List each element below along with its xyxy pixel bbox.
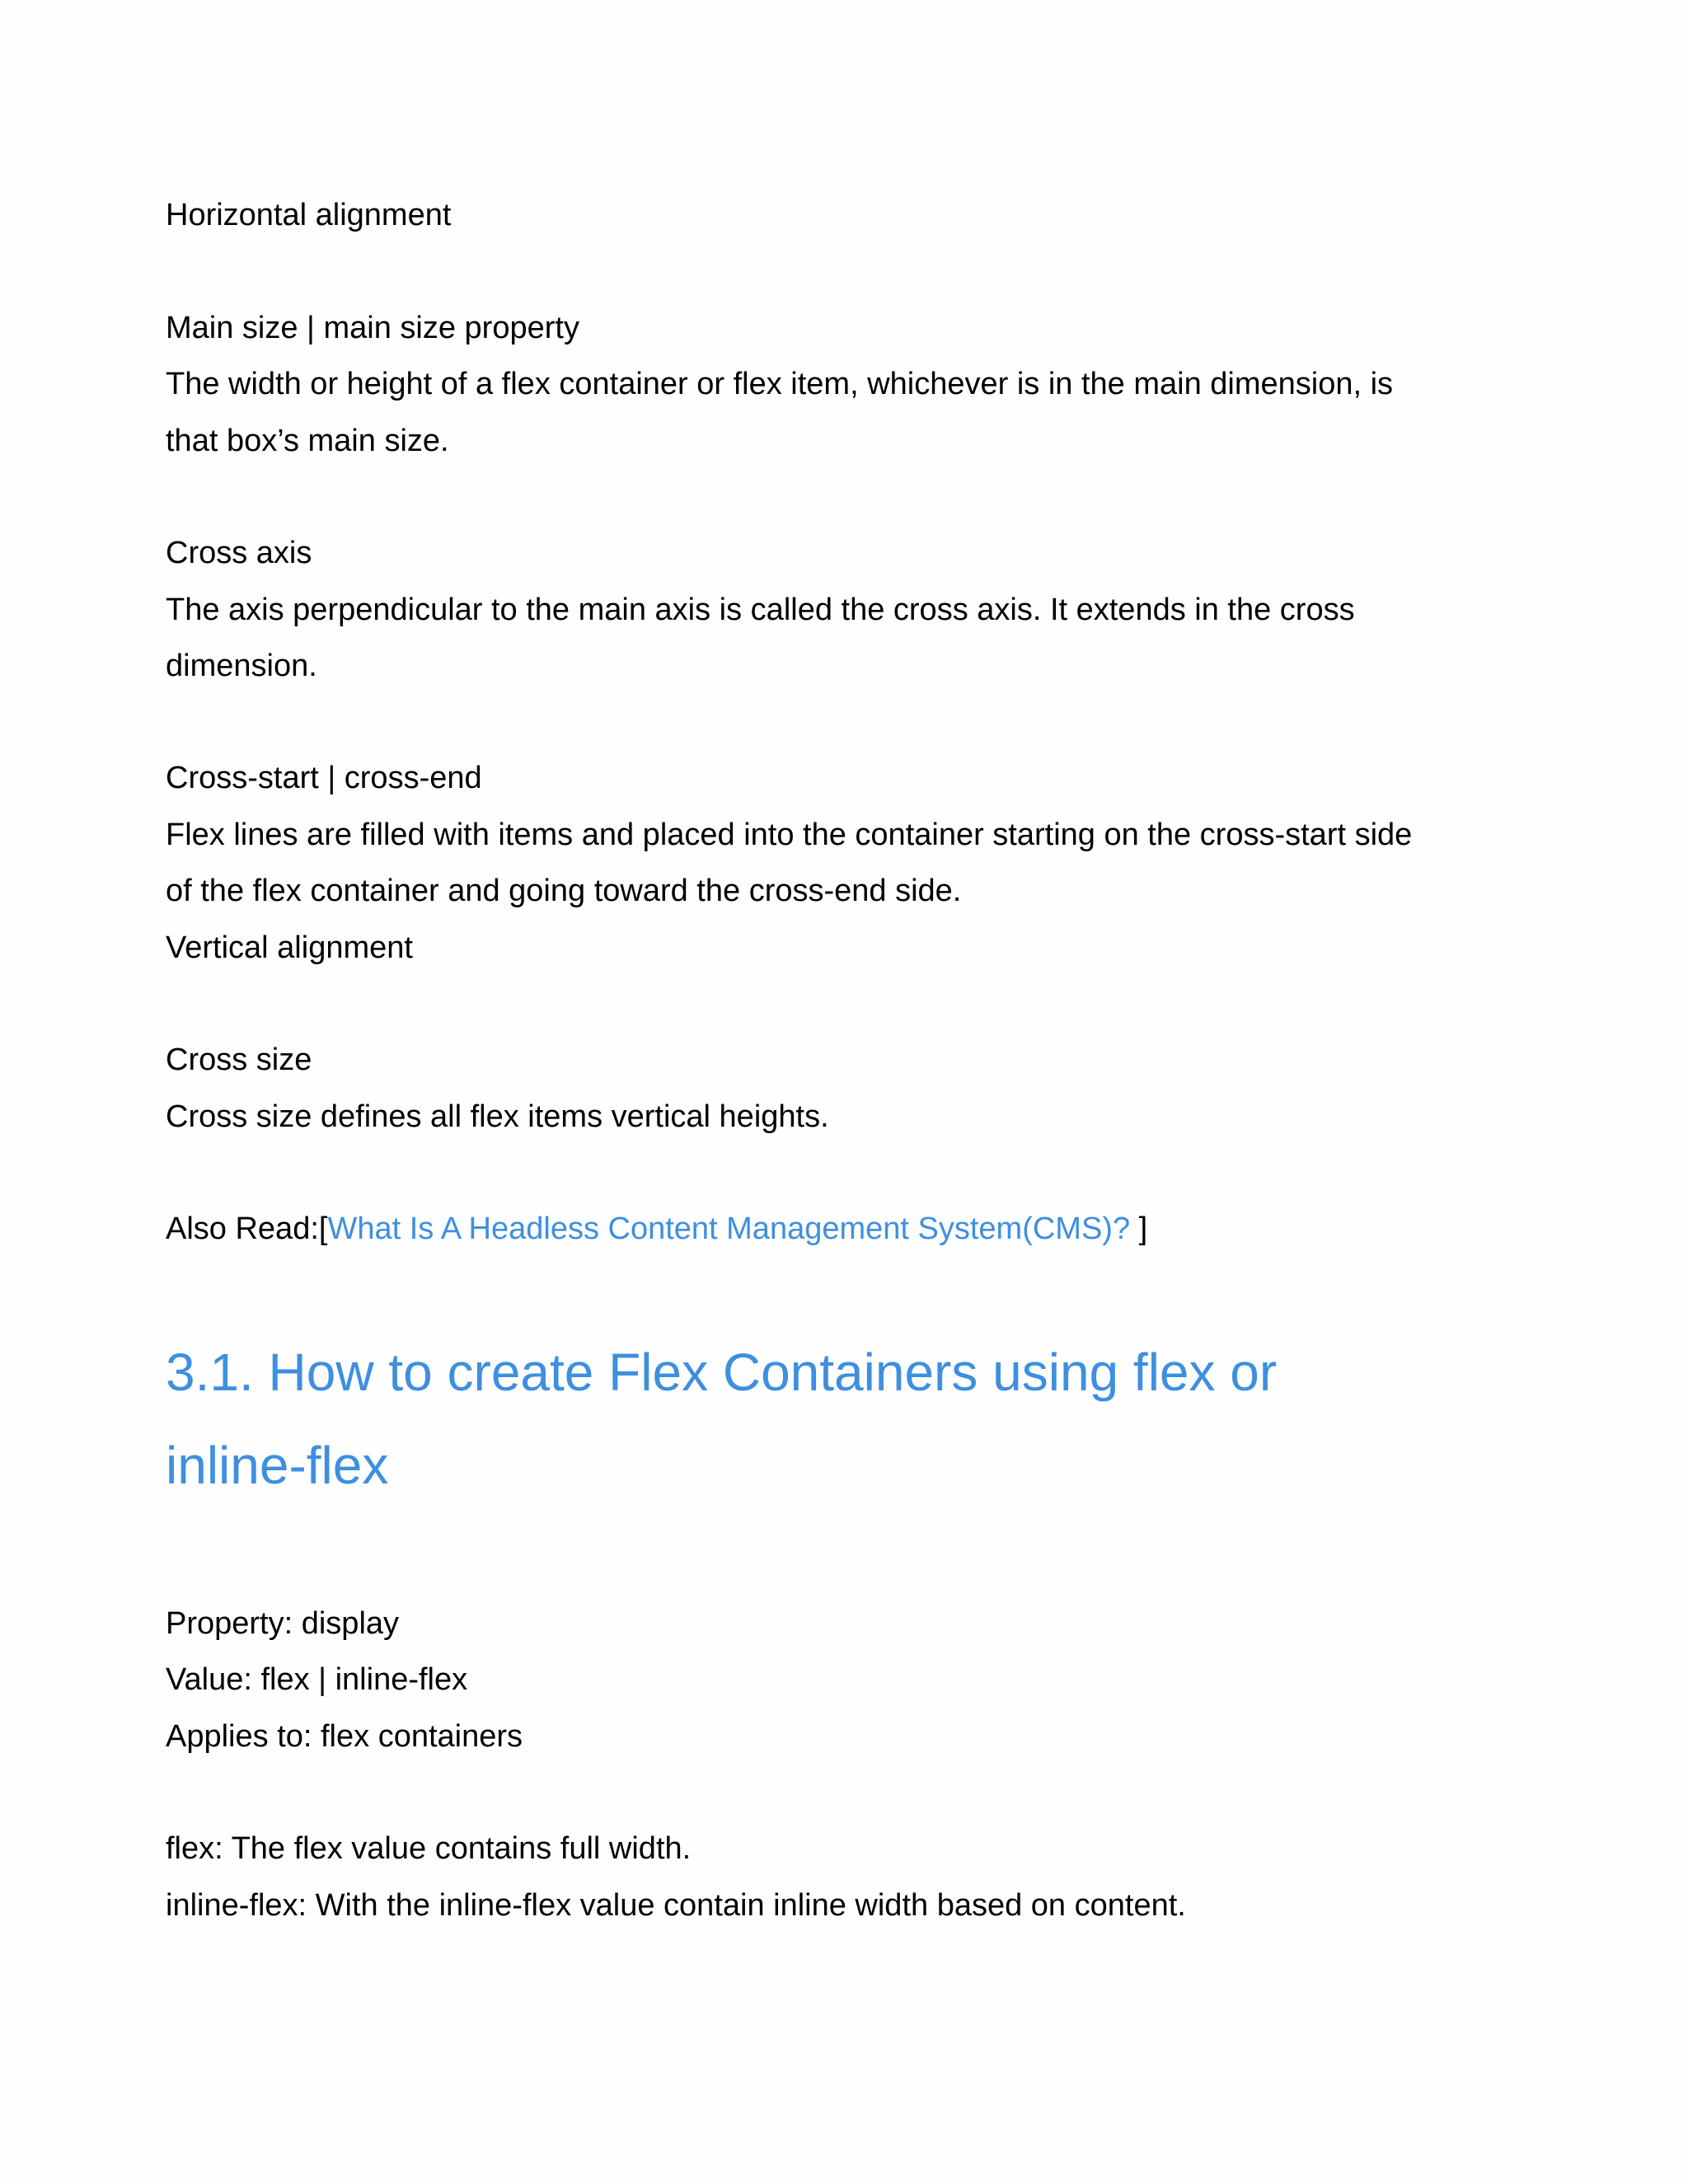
inline-flex-value-description: inline-flex: With the inline-flex value contain inline width based on content. — [166, 1888, 1186, 1923]
also-read-prefix: Also Read:[ — [166, 1212, 328, 1246]
property-applies-line: Applies to: flex containers — [166, 1719, 523, 1754]
cross-start-end-term: Cross-start | cross-end — [166, 761, 482, 795]
horizontal-alignment-text: Horizontal alignment — [166, 198, 452, 232]
also-read-line — [166, 1209, 1147, 1249]
property-value-line: Value: flex | inline-flex — [166, 1662, 468, 1697]
vertical-alignment-text: Vertical alignment — [166, 930, 413, 965]
flex-value-description: flex: The flex value contains full width. — [166, 1831, 692, 1866]
cross-size-definition: Cross size defines all flex items vertical heights. — [166, 1099, 829, 1134]
section-heading-line-2: inline-flex — [166, 1436, 389, 1495]
headless-cms-link[interactable]: What Is A Headless Content Management System(CMS)? — [327, 1212, 1139, 1246]
main-size-definition-line-1: The width or height of a flex container or flex item, whichever is in the main dimension, is — [166, 367, 1394, 401]
cross-size-term: Cross size — [166, 1043, 312, 1077]
main-size-definition-line-2: that box’s main size. — [166, 424, 449, 458]
cross-start-end-definition-line-2: of the flex container and going toward the cross-end side. — [166, 874, 962, 908]
also-read-suffix: ] — [1138, 1212, 1148, 1246]
cross-axis-definition-line-2: dimension. — [166, 649, 317, 683]
main-size-term: Main size | main size property — [166, 311, 579, 345]
cross-axis-term: Cross axis — [166, 536, 312, 570]
section-heading-line-1: 3.1. How to create Flex Containers using flex or — [166, 1343, 1278, 1402]
cross-axis-definition-line-1: The axis perpendicular to the main axis is called the cross axis. It extends in the cross — [166, 593, 1355, 627]
cross-start-end-definition-line-1: Flex lines are filled with items and placed into the container starting on the cross-start side — [166, 818, 1413, 852]
property-display-line: Property: display — [166, 1606, 400, 1641]
